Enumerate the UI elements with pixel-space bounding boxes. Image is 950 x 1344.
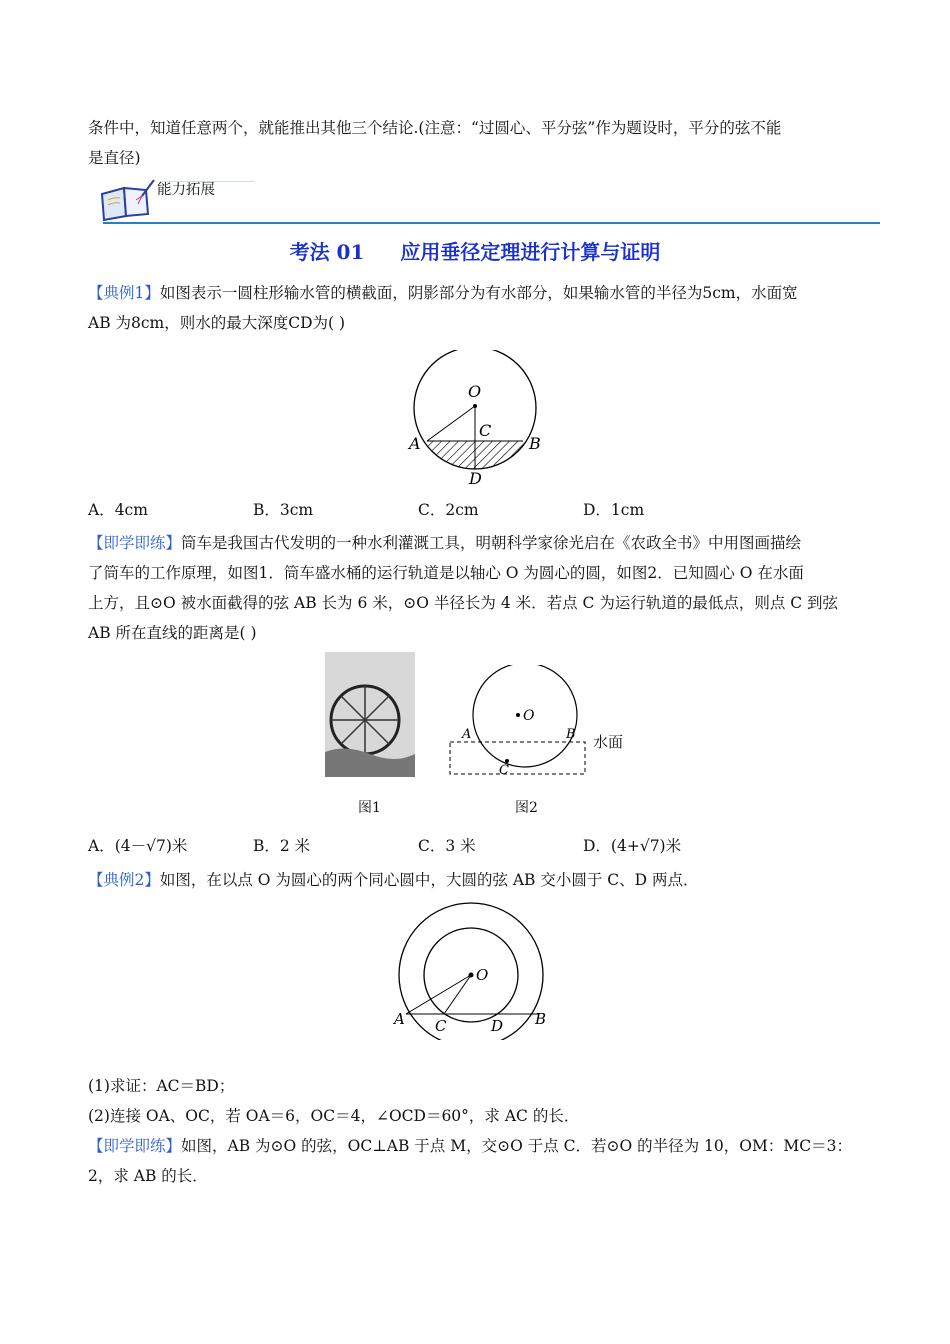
pr1-line: 【即学即练】筒车是我国古代发明的一种水利灌溉工具，明朝科学家徐光启在《农政全书》中用图画描绘 bbox=[88, 534, 802, 552]
svg-text:C: C bbox=[499, 763, 509, 778]
figure-caption: 图1 bbox=[358, 800, 381, 816]
figure-caption: 图2 bbox=[515, 800, 538, 816]
section-divider bbox=[103, 222, 880, 224]
question-1: (1)求证：AC＝BD； bbox=[88, 1077, 235, 1095]
svg-text:O: O bbox=[476, 966, 489, 984]
svg-text:D: D bbox=[491, 1017, 504, 1035]
water-surface-label: 水面 bbox=[593, 733, 624, 751]
option-a[interactable]: A．4cm bbox=[88, 501, 148, 519]
ex1-line: 【典例1】如图表示一圆柱形输水管的横截面，阴影部分为有水部分，如果输水管的半径为5cm，水面宽 bbox=[88, 284, 798, 302]
intro-line: 条件中，知道任意两个，就能推出其他三个结论.(注意：“过圆心、平分弦”作为题设时，平分的弦不能 bbox=[88, 119, 782, 137]
pr1-line: AB 所在直线的距离是( ) bbox=[88, 624, 257, 642]
option-c[interactable]: C．2cm bbox=[418, 501, 479, 519]
intro-line: 是直径) bbox=[88, 149, 141, 167]
svg-text:A: A bbox=[462, 727, 472, 742]
pr1-line: 了筒车的工作原理，如图1．筒车盛水桶的运行轨道是以轴心 O 为圆心的圆，如图2．已知圆心 O 在水面 bbox=[88, 564, 804, 582]
divider bbox=[160, 181, 254, 182]
svg-text:O: O bbox=[523, 708, 535, 724]
svg-text:B: B bbox=[566, 727, 576, 742]
svg-text:O: O bbox=[468, 382, 482, 401]
option-d[interactable]: D．(4+√7)米 bbox=[583, 837, 682, 855]
svg-text:C: C bbox=[479, 421, 492, 440]
section-label: 能力拓展 bbox=[157, 182, 215, 198]
book-icon bbox=[98, 176, 158, 222]
pr2-line: 【即学即练】如图，AB 为⊙O 的弦，OC⊥AB 于点 M，交⊙O 于点 C．若⊙O 的半径为 10，OM：MC＝3： bbox=[88, 1137, 852, 1155]
question-2: (2)连接 OA、OC，若 OA＝6，OC＝4，∠OCD＝60°，求 AC 的长． bbox=[88, 1107, 580, 1125]
pipe-cross-section-diagram bbox=[405, 350, 545, 490]
svg-text:B: B bbox=[529, 434, 541, 453]
ex1-line: AB 为8cm，则水的最大深度CD为( ) bbox=[88, 314, 346, 332]
waterwheel-illustration bbox=[325, 652, 415, 777]
section-heading: 考法 01 应用垂径定理进行计算与证明 bbox=[289, 240, 661, 264]
svg-text:A: A bbox=[394, 1010, 405, 1028]
option-d[interactable]: D．1cm bbox=[583, 501, 645, 519]
svg-text:D: D bbox=[469, 469, 482, 488]
option-a[interactable]: A．(4－√7)米 bbox=[88, 837, 188, 855]
pr1-line: 上方，且⊙O 被水面截得的弦 AB 长为 6 米，⊙O 半径长为 4 米．若点 C 为运行轨道的最低点，则点 C 到弦 bbox=[88, 594, 839, 612]
svg-text:A: A bbox=[409, 434, 421, 453]
option-c[interactable]: C．3 米 bbox=[418, 837, 476, 855]
waterwheel-track-diagram bbox=[445, 665, 595, 780]
ex2-line: 【典例2】如图，在以点 O 为圆心的两个同心圆中，大圆的弦 AB 交小圆于 C、D 两点． bbox=[88, 871, 699, 889]
svg-text:C: C bbox=[435, 1017, 447, 1035]
option-b[interactable]: B．3cm bbox=[253, 501, 314, 519]
pr2-line: 2，求 AB 的长． bbox=[88, 1167, 208, 1185]
svg-text:B: B bbox=[535, 1010, 547, 1028]
option-b[interactable]: B．2 米 bbox=[253, 837, 311, 855]
concentric-circles-diagram bbox=[390, 900, 560, 1040]
